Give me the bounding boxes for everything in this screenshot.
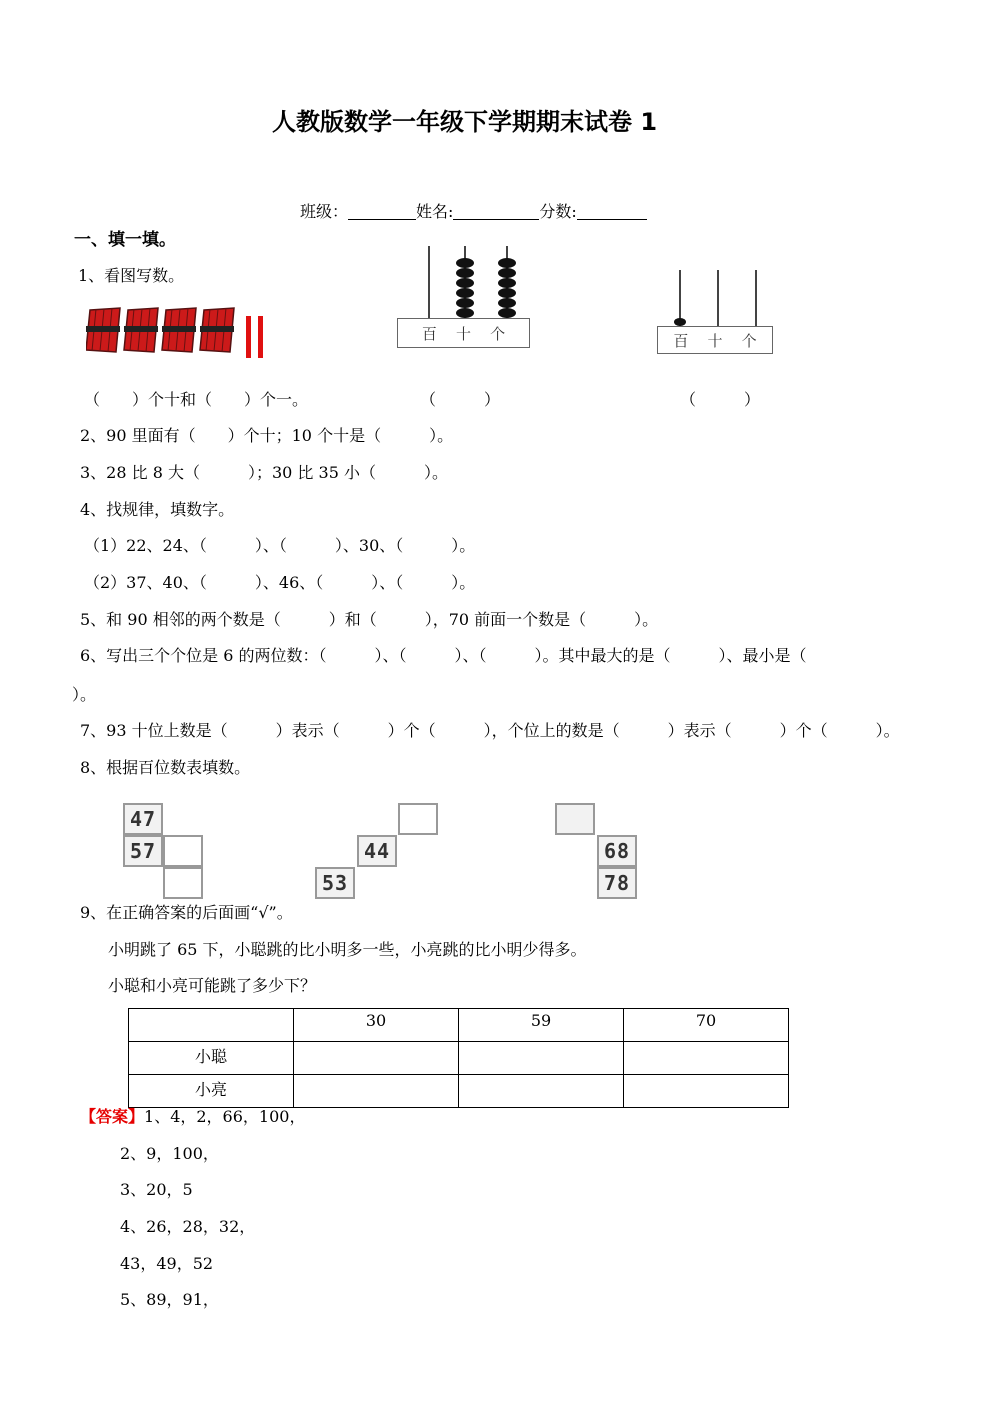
question-5: 5、和 90 相邻的两个数是（ ）和（ ），70 前面一个数是（ ）。	[80, 610, 659, 629]
score-label: 分数:	[539, 202, 577, 221]
grid-blank-cell[interactable]	[555, 803, 595, 835]
question-7: 7、93 十位上数是（ ）表示（ ）个（ ），个位上的数是（ ）表示（ ）个（ ）。	[80, 721, 900, 740]
check-cell[interactable]	[624, 1042, 789, 1075]
grid-blank-cell[interactable]	[163, 835, 203, 867]
single-stick	[258, 316, 263, 358]
question-3: 3、28 比 8 大（ ）；30 比 35 小（ ）。	[80, 463, 448, 482]
hundreds-label: 百	[673, 332, 689, 350]
answer-line: 4、26，28，32，	[120, 1217, 256, 1236]
stick-bundle	[162, 308, 196, 352]
answer-line: 43，49，52	[120, 1254, 214, 1273]
table-row	[129, 1075, 789, 1108]
question-8-prompt: 8、根据百位数表填数。	[80, 758, 251, 777]
table-header-cell: 30	[294, 1009, 459, 1042]
check-cell[interactable]	[459, 1042, 624, 1075]
tens-rod	[717, 270, 719, 326]
stick-bundle	[124, 308, 158, 352]
answers-first-line	[80, 1109, 305, 1125]
question-4-prompt: 4、找规律，填数字。	[80, 500, 235, 519]
name-blank[interactable]	[453, 203, 539, 220]
abacus-1-base	[397, 318, 530, 348]
grid-cell: 53	[315, 867, 355, 899]
answer-line: 1、4，2，66，100，	[144, 1107, 306, 1126]
tens-label: 十	[455, 325, 471, 343]
question-9-prompt: 9、在正确答案的后面画“√”。	[80, 903, 293, 922]
table-row	[129, 1042, 789, 1075]
question-6-line-1: 6、写出三个个位是 6 的两位数：（ ）、（ ）、（ ）。其中最大的是（ ）、最小是（	[80, 646, 807, 665]
check-cell[interactable]	[294, 1075, 459, 1108]
page-title: 人教版数学一年级下学期期末试卷 1	[272, 108, 658, 136]
answer-line: 5、89，91，	[120, 1290, 219, 1309]
question-2: 2、90 里面有（ ）个十；10 个十是（ ）。	[80, 426, 454, 445]
answer-line: 2、9，100，	[120, 1144, 219, 1163]
grid-blank-cell[interactable]	[398, 803, 438, 835]
grid-cell: 57	[123, 835, 163, 867]
stick-bundles-figure	[86, 304, 278, 360]
question-9-line-2: 小聪和小亮可能跳了多少下？	[108, 976, 317, 995]
answer-label: 【答案】	[80, 1107, 145, 1126]
grid-cell: 44	[357, 835, 397, 867]
answer-line: 3、20，5	[120, 1180, 193, 1199]
grid-blank-cell[interactable]	[163, 867, 203, 899]
q1b-answer[interactable]: （ ）	[420, 390, 501, 409]
tens-label: 十	[707, 332, 723, 350]
check-cell[interactable]	[294, 1042, 459, 1075]
section-heading: 一、填一填。	[74, 230, 176, 250]
single-stick	[246, 316, 251, 358]
q1a-answer[interactable]: （ ）个十和（ ）个一。	[84, 390, 309, 409]
hundreds-rod	[428, 246, 430, 318]
student-info-line	[300, 203, 647, 220]
name-label: 姓名:	[416, 202, 454, 221]
table-header-cell: 70	[624, 1009, 789, 1042]
ones-rod	[755, 270, 757, 326]
table-header-row	[129, 1009, 789, 1042]
question-6-line-2: ）。	[72, 685, 97, 704]
question-4-part-1: （1）22、24、（ ）、（ ）、30、（ ）。	[84, 536, 476, 555]
check-cell[interactable]	[624, 1075, 789, 1108]
table-header-cell	[129, 1009, 294, 1042]
jump-table	[128, 1008, 789, 1108]
check-cell[interactable]	[459, 1075, 624, 1108]
ones-label: 个	[490, 325, 506, 343]
hundreds-label: 百	[421, 325, 437, 343]
ones-label: 个	[741, 332, 757, 350]
table-header-cell: 59	[459, 1009, 624, 1042]
abacus-2-base	[657, 326, 773, 354]
class-label: 班级：	[300, 202, 349, 221]
grid-cell: 68	[597, 835, 637, 867]
q1c-answer[interactable]: （ ）	[680, 390, 761, 409]
question-9-line-1: 小明跳了 65 下，小聪跳的比小明多一些，小亮跳的比小明少得多。	[108, 940, 587, 959]
q1-prompt: 1、看图写数。	[78, 266, 185, 285]
grid-cell: 78	[597, 867, 637, 899]
grid-cell: 47	[123, 803, 163, 835]
stick-bundle	[200, 308, 234, 352]
question-4-part-2: （2）37、40、（ ）、46、（ ）、（ ）。	[84, 573, 476, 592]
class-blank[interactable]	[348, 203, 416, 220]
stick-bundle	[86, 308, 120, 352]
score-blank[interactable]	[577, 203, 647, 220]
row-label: 小亮	[129, 1075, 294, 1108]
row-label: 小聪	[129, 1042, 294, 1075]
